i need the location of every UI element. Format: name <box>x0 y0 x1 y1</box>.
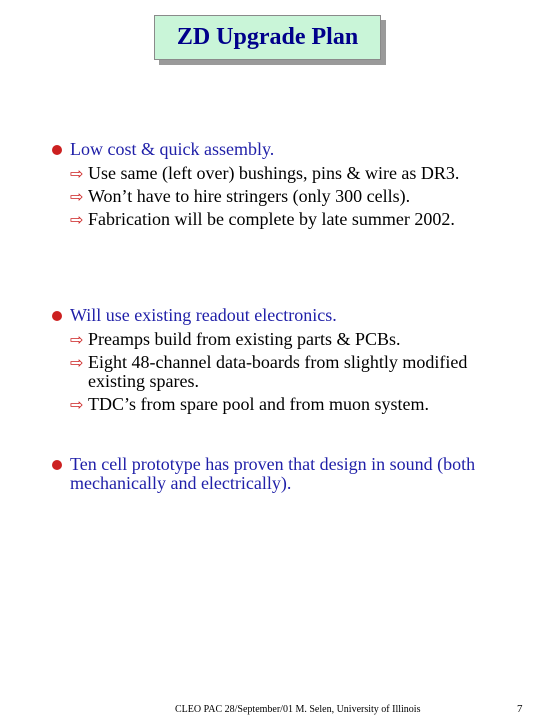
bullet-item <box>70 306 520 414</box>
bullet-item <box>70 455 520 493</box>
sub-bullet-item <box>70 187 520 206</box>
hollow-arrow-icon: ⇨ <box>70 187 84 206</box>
hollow-arrow-icon: ⇨ <box>70 395 84 414</box>
sub-bullet-item <box>70 395 520 414</box>
red-dot-icon <box>52 311 62 321</box>
hollow-arrow-icon: ⇨ <box>70 330 84 349</box>
sub-bullet-text: Fabrication will be complete by late summer 2002. <box>88 209 455 229</box>
red-dot-icon <box>52 145 62 155</box>
bullet-text: Low cost & quick assembly. <box>70 139 275 159</box>
sub-bullet-item <box>70 330 520 349</box>
sub-bullet-item <box>70 353 520 391</box>
red-dot-icon <box>52 460 62 470</box>
hollow-arrow-icon: ⇨ <box>70 164 84 183</box>
sub-bullet-text: Eight 48-channel data-boards from slightly modified existing spares. <box>88 352 468 391</box>
hollow-arrow-icon: ⇨ <box>70 210 84 229</box>
bullet-text: Ten cell prototype has proven that design in sound (both mechanically and electrically). <box>70 454 476 493</box>
sub-bullet-text: Won’t have to hire stringers (only 300 cells). <box>88 186 411 206</box>
sub-bullet-text: Preamps build from existing parts & PCBs. <box>88 329 401 349</box>
sub-bullet-text: TDC’s from spare pool and from muon system. <box>88 394 429 414</box>
bullet-text: Will use existing readout electronics. <box>70 305 337 325</box>
sub-bullet-text: Use same (left over) bushings, pins & wire as DR3. <box>88 163 460 183</box>
bullet-item <box>70 140 520 229</box>
slide-title-text: ZD Upgrade Plan <box>176 24 359 50</box>
page-number: 7 <box>517 703 523 715</box>
sub-bullet-item <box>70 210 520 229</box>
footer-text: CLEO PAC 28/September/01 M. Selen, University of Illinois <box>175 704 421 715</box>
sub-bullet-item <box>70 164 520 183</box>
hollow-arrow-icon: ⇨ <box>70 353 84 372</box>
slide-title <box>154 15 381 60</box>
